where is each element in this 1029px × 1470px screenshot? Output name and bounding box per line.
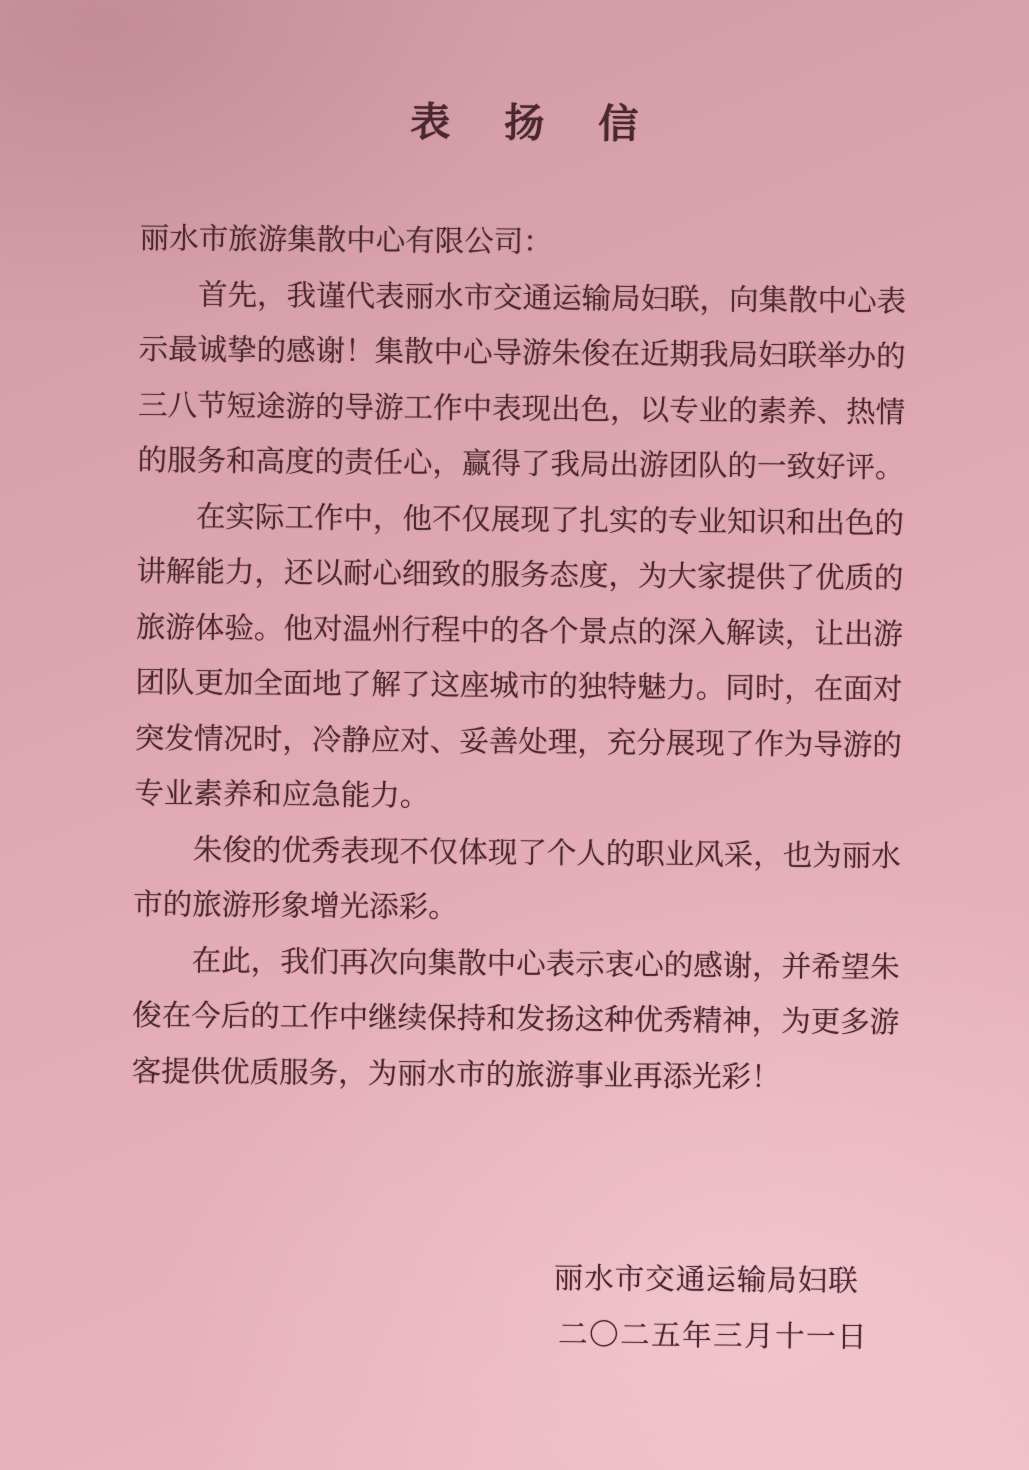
paragraph-3: 朱俊的优秀表现不仅体现了个人的职业风采，也为丽水市的旅游形象增光添彩。 [133, 834, 901, 925]
salutation: 丽水市旅游集散中心有限公司： [139, 222, 553, 259]
paragraph-4: 在此，我们再次向集散中心表示衷心的感谢，并希望朱俊在今后的工作中继续保持和发扬这种优秀精神，为更多游客提供优质服务，为丽水市的旅游事业再添光彩！ [131, 945, 900, 1094]
signature-org: 丽水市交通运输局妇联 [553, 1263, 859, 1298]
letter-title: 表 扬 信 [410, 99, 661, 147]
paragraph-1: 首先，我谨代表丽水市交通运输局妇联，向集散中心表示最诚挚的感谢！集散中心导游朱俊在近期我局妇联举办的三八节短途游的导游工作中表现出色，以专业的素养、热情的服务和高度的责任心，赢得了我局出游团队的一致好评。 [137, 279, 907, 485]
signature-block [129, 1248, 897, 1366]
paragraph-2: 在实际工作中，他不仅展现了扎实的专业知识和出色的讲解能力，还以耐心细致的服务态度，为大家提供了优质的旅游体验。他对温州行程中的各个景点的深入解读，让出游团队更加全面地了解了这座城市的独特魅力。同时，在面对突发情况时，冷静应对、妥善处理，充分展现了作为导游的专业素养和应急能力。 [134, 501, 905, 813]
letter-body [129, 100, 908, 1366]
letter-date: 二〇二五年三月十一日 [557, 1318, 869, 1354]
letter-text [131, 212, 906, 1107]
